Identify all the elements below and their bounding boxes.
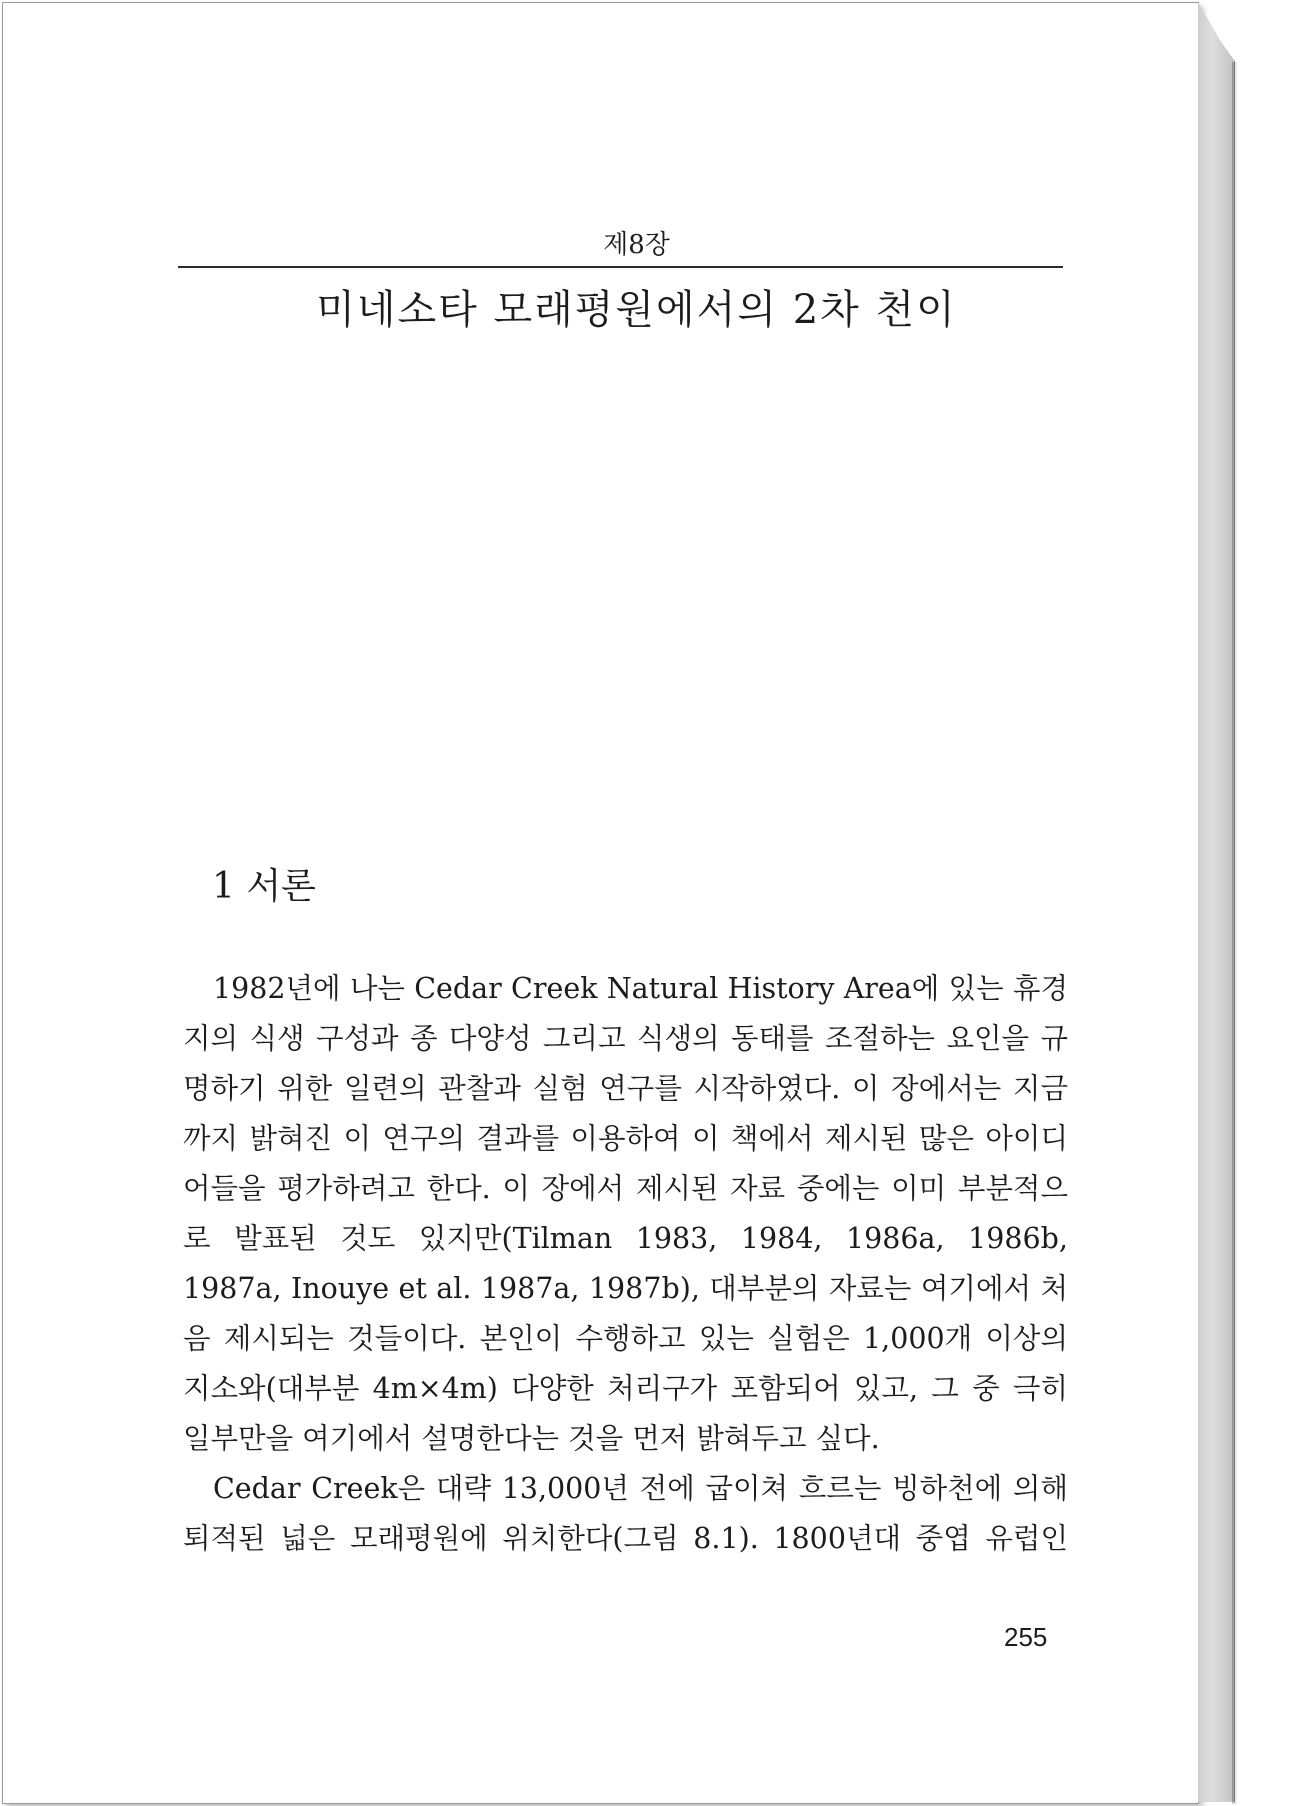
chapter-label: 제8장 xyxy=(603,230,670,260)
paragraph: Cedar Creek은 대략 13,000년 전에 굽이쳐 흐르는 빙하천에 의해 퇴적된 넓은 모래평원에 위치한다(그림 8.1). 1800년대 중엽 유럽인 xyxy=(183,1472,1068,1555)
section-heading: 1 서론 xyxy=(212,866,316,907)
paragraph: 1982년에 나는 Cedar Creek Natural History Area에 있는 휴경지의 식생 구성과 종 다양성 그리고 식생의 동태를 조절하는 요인을 규명하기 위한 일련의 관찰과 실험 연구를 시작하였다. 이 장에서는 지금까지 밝혀진 이 연구의 결과를 이용하여 이 책에서 제시된 많은 아이디어들을 평가하려고 한다. 이 장에서 제시된 자료 중에는 이미 부분적으로 발표된 것도 있지만(Tilman 1983, 1984, 1986a, 1986b, 1987a, Inouye et al. 1987a, 1987b), 대부분의 자료는 여기에서 처음 제시되는 것들이다. 본인이 수행하고 있는 실험은 1,000개 이상의 지소와(대부분 4m×4m) 다양한 처리구가 포함되어 있고, 그 중 극히 일부만을 여기에서 설명한다는 것을 먼저 밝혀두고 싶다. xyxy=(183,972,1068,1455)
header-rule xyxy=(178,266,1063,268)
chapter-title: 미네소타 모래평원에서의 2차 천이 xyxy=(316,287,957,333)
body-text xyxy=(183,964,1068,1564)
page-stack-edge xyxy=(1198,2,1235,1802)
page-number: 255 xyxy=(1004,1622,1048,1652)
